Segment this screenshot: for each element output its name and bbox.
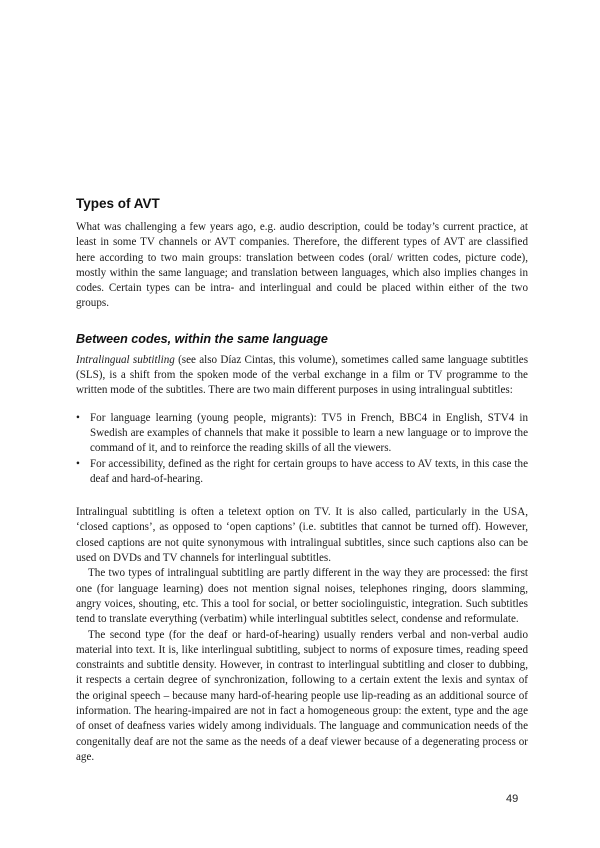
list-item: [76, 411, 528, 457]
intro-paragraph: What was challenging a few years ago, e.g. audio description, could be today’s current practice, at least in some TV channels or AVT companies. Therefore, the different types of AVT are classified here according to two main groups: translation between codes (oral/ written codes, picture code), mostly within the same language; and translation between languages, which also implies changes in codes. Certain types can be intra- and interlingual and could be placed within either of the two groups.: [76, 221, 528, 310]
bullet-icon: •: [76, 457, 80, 470]
section-title: Types of AVT: [76, 196, 160, 211]
page-number: 49: [506, 793, 519, 805]
list-item: [76, 457, 528, 488]
second-type-paragraph: The second type (for the deaf or hard-of-hearing) usually renders verbal and non-verbal audio material into text. It is, like interlingual subtitling, subject to norms of exposure times, reading speed constraints and subtitle density. However, in contrast to interlingual subtitling and closer to dubbing, it respects a certain degree of synchronization, following to a certain extent the lexis and syntax of the original speech – because many hard-of-hearing people use lip-reading as an additional source of information. The hearing-impaired are not in fact a homogeneous group: the extent, type and the age of onset of deafness varies widely among individuals. The language and communication needs of the congenitally deaf are not the same as the needs of a deaf viewer because of a degenerating process or age.: [76, 628, 528, 763]
intralingual-paragraph: [76, 353, 528, 399]
teletext-paragraph: Intralingual subtitling is often a teletext option on TV. It is also called, particularly in the USA, ‘closed captions’, as opposed to ‘open captions’ (i.e. subtitles that cannot be turned off). However, closed captions are not quite synonymous with intralingual subtitles, since such captions also can be used on DVDs and TV channels for interlingual subtitles.: [76, 506, 528, 565]
two-types-paragraph: The two types of intralingual subtitling are partly different in the way they are processed: the first one (for language learning) does not mention signal noises, telephones ringing, doors slamming, angry voices, shouting, etc. This a tool for social, or better sociolinguistic, integration. Such subtitles tend to translate everything (verbatim) while interlingual subtitles select, condense and reformulate.: [76, 567, 528, 626]
page-body: [76, 196, 528, 765]
list-item-text: For language learning (young people, migrants): TV5 in French, BBC4 in English, STV4 in Swedish are examples of channels that make it possible to learn a new language or to improve the command of it, and to reinforce the reading skills of all the viewers.: [90, 411, 528, 455]
intralingual-paragraph-text: (see also Díaz Cintas, this volume), sometimes called same language subtitles (SLS), is a shift from the spoken mode of the verbal exchange in a film or TV programme to the written mode of the subtitles. There are two main different purposes in using intralingual subtitles:: [76, 353, 529, 397]
subsection-title: Between codes, within the same language: [76, 331, 328, 346]
purpose-list: [76, 411, 528, 487]
list-item-text: For accessibility, defined as the right for certain groups to have access to AV texts, in this case the deaf and hard-of-hearing.: [90, 457, 528, 485]
term-intralingual-subtitling: Intralingual subtitling: [76, 353, 175, 366]
bullet-icon: •: [76, 411, 80, 424]
